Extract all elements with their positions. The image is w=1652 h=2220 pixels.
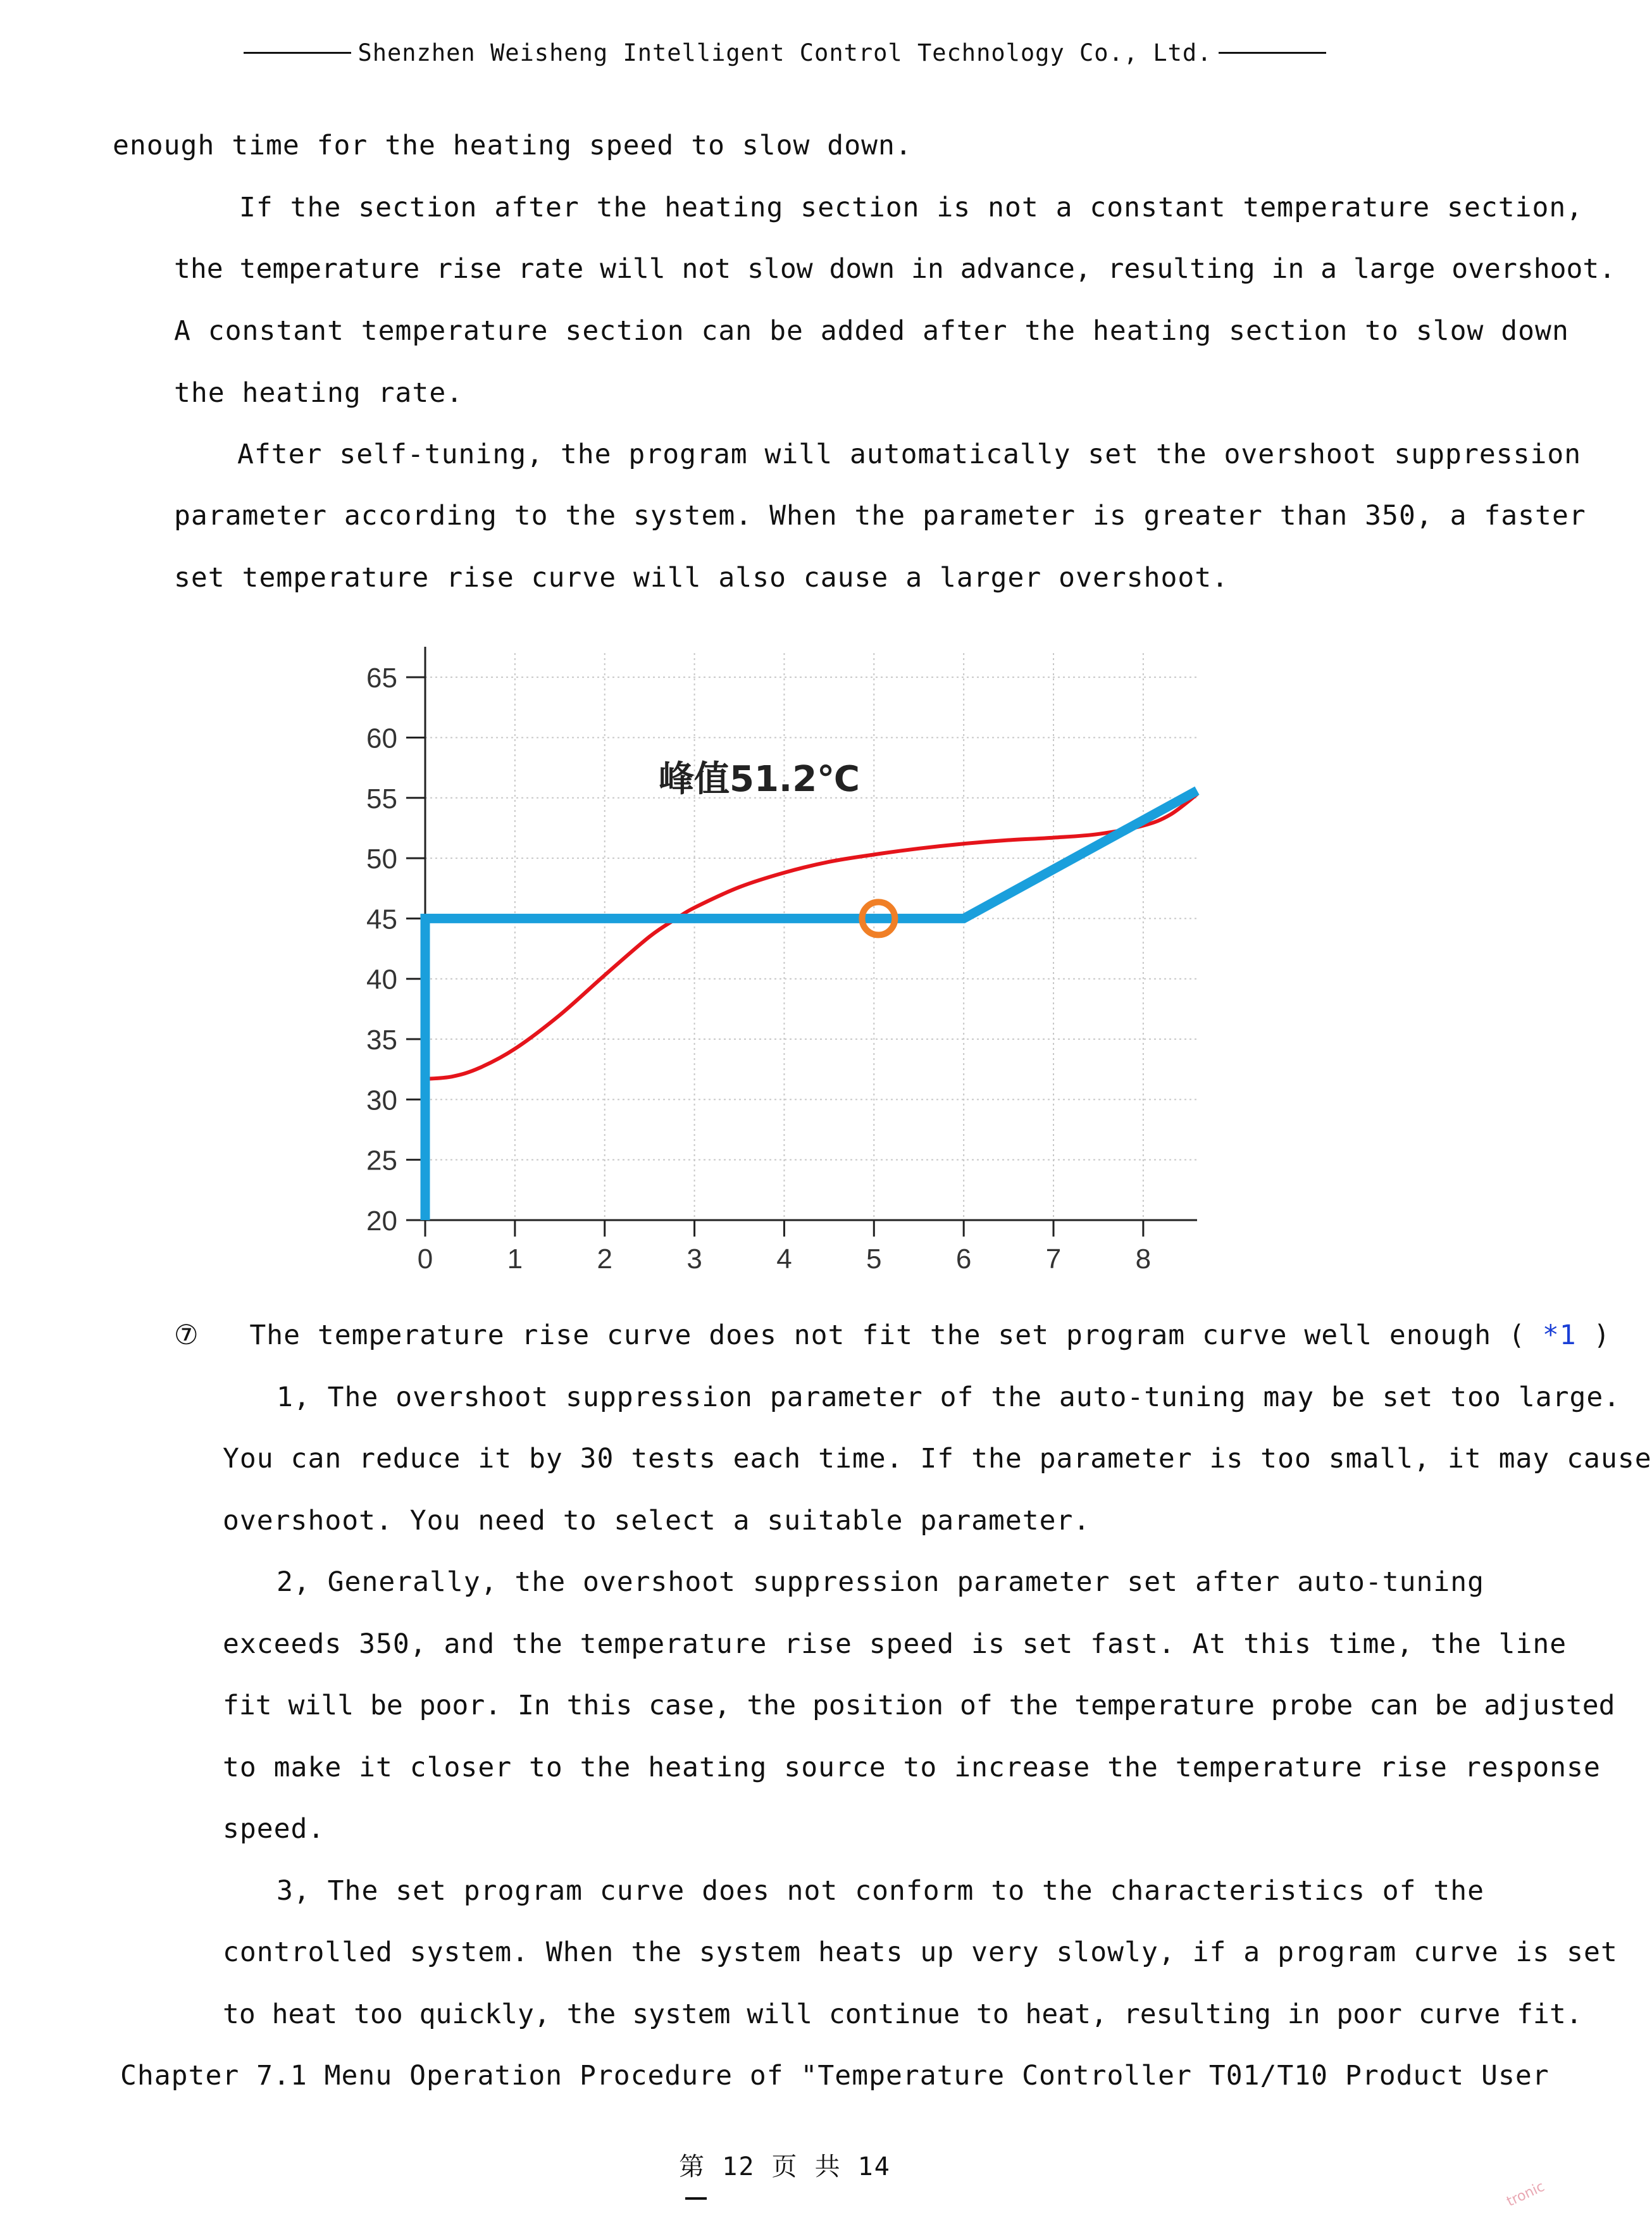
y-tick-label: 50: [366, 844, 397, 875]
text-line: overshoot. You need to select a suitable parameter.: [223, 1505, 1091, 1537]
header-rule-left: [244, 52, 351, 54]
text-line: set temperature rise curve will also cause a larger overshoot.: [174, 562, 1229, 594]
y-tick-label: 30: [366, 1085, 397, 1116]
chart-svg: [316, 639, 1215, 1291]
text-line: After self-tuning, the program will automatically set the overshoot suppression: [237, 439, 1582, 470]
text-line: exceeds 350, and the temperature rise speed is set fast. At this time, the line: [223, 1628, 1567, 1660]
y-tick-label: 65: [366, 663, 397, 694]
x-tick-label: 5: [866, 1244, 882, 1275]
footnote-link[interactable]: *1: [1542, 1319, 1577, 1351]
y-tick-label: 55: [366, 783, 397, 814]
item-7-line: [174, 1319, 1610, 1351]
text-line: Chapter 7.1 Menu Operation Procedure of "Temperature Controller T01/T10 Product User: [120, 2060, 1550, 2092]
x-tick-label: 7: [1045, 1244, 1062, 1275]
company-name: Shenzhen Weisheng Intelligent Control Technology Co., Ltd.: [357, 39, 1212, 66]
page-header: [0, 39, 1570, 66]
page-footer: 第 12 页 共 14: [679, 2152, 891, 2181]
footer-mark: [685, 2197, 707, 2200]
text-line: parameter according to the system. When the parameter is greater than 350, a faster: [174, 500, 1586, 532]
text-line: You can reduce it by 30 tests each time. If the parameter is too small, it may cause: [223, 1443, 1652, 1475]
item-7-text: The temperature rise curve does not fit the set program curve well enough (: [249, 1319, 1525, 1351]
circled-number: ⑦: [174, 1319, 199, 1351]
item-7-close: ): [1593, 1319, 1611, 1351]
text-line: the temperature rise rate will not slow down in advance, resulting in a large overshoot.: [174, 253, 1616, 285]
x-tick-label: 6: [955, 1244, 972, 1275]
series-line-actual: [425, 794, 1197, 1079]
x-tick-label: 0: [417, 1244, 433, 1275]
y-tick-label: 40: [366, 964, 397, 995]
x-tick-label: 3: [686, 1244, 702, 1275]
text-line: speed.: [223, 1813, 325, 1845]
y-tick-label: 60: [366, 723, 397, 754]
text-line: controlled system. When the system heats up very slowly, if a program curve is set: [223, 1936, 1618, 1968]
text-line: 2, Generally, the overshoot suppression parameter set after auto-tuning: [276, 1566, 1485, 1598]
y-tick-label: 25: [366, 1145, 397, 1176]
series-line-setpoint: [425, 790, 1197, 1220]
text-line: enough time for the heating speed to slow down.: [113, 130, 912, 161]
text-line: to heat too quickly, the system will continue to heat, resulting in poor curve fit.: [223, 1999, 1582, 2030]
x-tick-label: 8: [1135, 1244, 1152, 1275]
text-line: to make it closer to the heating source to increase the temperature rise response: [223, 1752, 1601, 1783]
text-line: 1, The overshoot suppression parameter of the auto-tuning may be set too large.: [276, 1381, 1621, 1413]
text-line: If the section after the heating section is not a constant temperature section,: [239, 192, 1584, 223]
text-line: the heating rate.: [174, 377, 464, 409]
y-tick-label: 20: [366, 1206, 397, 1237]
text-line: 3, The set program curve does not conform to the characteristics of the: [276, 1875, 1485, 1907]
y-tick-label: 45: [366, 904, 397, 935]
watermark-stamp: tronic: [1504, 2178, 1548, 2211]
x-tick-label: 2: [597, 1244, 612, 1275]
x-tick-label: 1: [507, 1244, 523, 1275]
peak-annotation: 峰值51.2℃: [659, 759, 860, 800]
x-tick-label: 4: [776, 1244, 792, 1275]
header-rule-right: [1219, 52, 1326, 54]
temperature-chart: [316, 639, 1215, 1291]
text-line: fit will be poor. In this case, the position of the temperature probe can be adjusted: [223, 1690, 1615, 1721]
y-tick-label: 35: [366, 1025, 397, 1056]
text-line: A constant temperature section can be added after the heating section to slow down: [174, 315, 1569, 347]
